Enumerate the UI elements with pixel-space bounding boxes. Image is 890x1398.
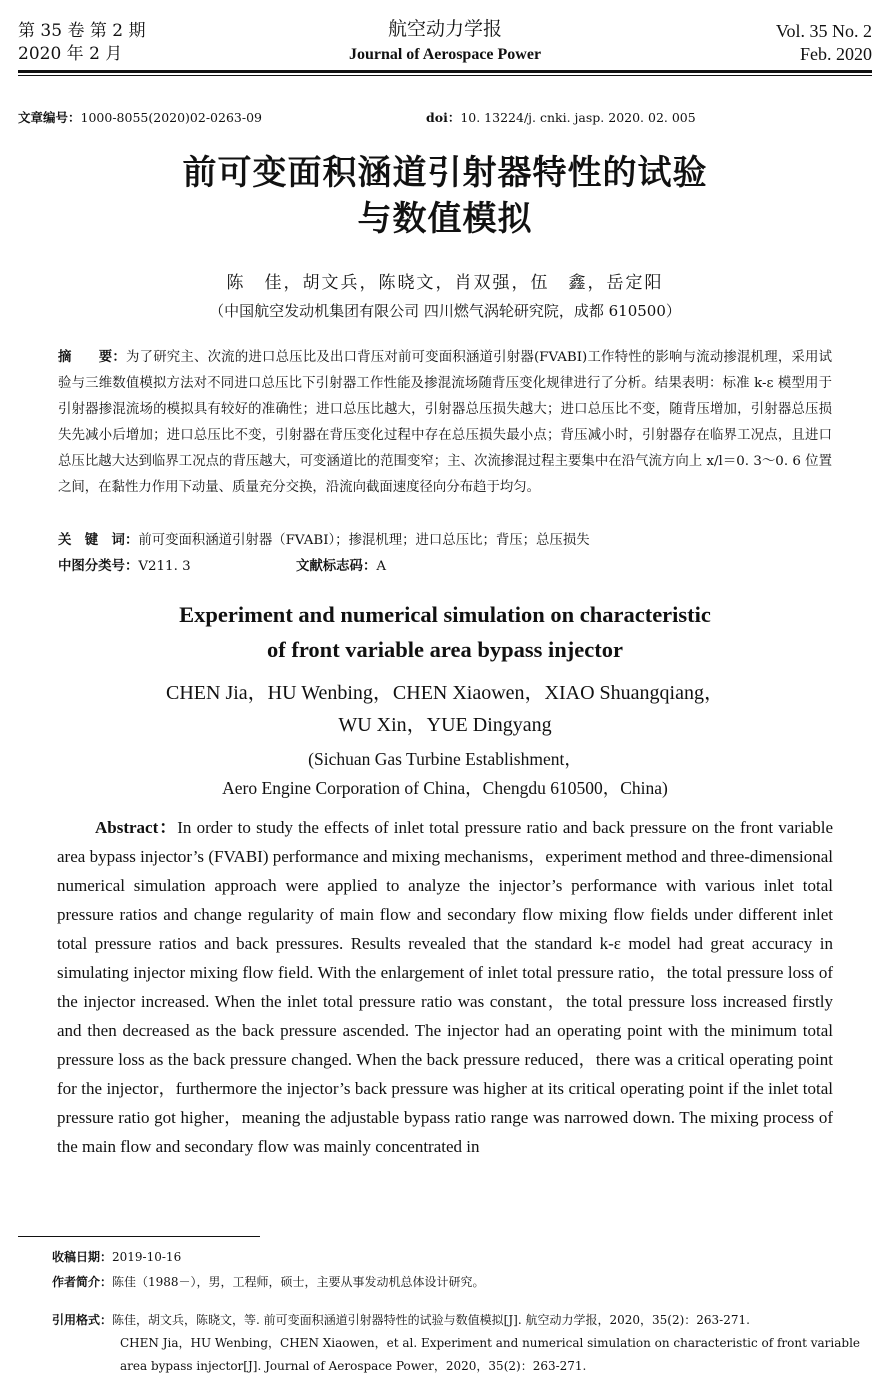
journal-name-cn: 航空动力学报: [387, 18, 502, 40]
author-bio-label: 作者简介：: [52, 1275, 113, 1289]
clc-number: [58, 556, 191, 577]
article-number-label: 文章编号：: [18, 110, 81, 125]
citation-line1: [52, 1309, 872, 1332]
authors-en-line1: CHEN Jia，HU Wenbing，CHEN Xiaowen，XIAO Shuangqiang，: [166, 682, 724, 704]
abstract-cn: [58, 344, 832, 501]
author-bio: [52, 1272, 485, 1292]
abstract-cn-text: 为了研究主、次流的进口总压比及出口背压对前可变面积涵道引射器(FVABI)工作特性的影响与流动掺混机理，采用试验与三维数值模拟方法对不同进口总压比下引射器工作性能及掺混流场随背压变化规律进行了分析。结果表明：标准 k-ε 模型用于引射器掺混流场的模拟具有较好的准确性；进口总压比越大，引射器总压损失越大；进口总压比不变，随背压增加，引射器总压损失先减小后增加；进口总压比不变，引射器在背压变化过程中存在总压损失最小点；背压减小时，引射器存在临界工况点，且进口总压比越大达到临界工况点的背压越大，可变涵道比的范围变窄；主、次流掺混过程主要集中在沿气流方向上 x/l＝0. 3～0. 6 位置之间，在黏性力作用下动量、质量充分交换，沿流向截面速度径向分布趋于均匀。: [58, 350, 833, 495]
document-code-value: A: [376, 559, 387, 574]
doi-value: 10. 13224/j. cnki. jasp. 2020. 02. 005: [460, 110, 696, 125]
abstract-en-text: In order to study the effects of inlet total pressure ratio and back pressure on the front variable area bypass injector’s (FVABI) performance and mixing mechanisms，experiment method and three-dimensional numerical simulation approach were applied to analyze the injector’s performance with various inlet total pressure ratios and change regularity of main flow and secondary flow mixing flow fields under different inlet total pressure ratios and back pressures. Results revealed that the standard k-ε model had great accuracy in simulating injector mixing flow field. With the enlargement of inlet total pressure ratio，the total pressure loss of the injector increased. When the inlet total pressure ratio was constant，the total pressure loss increased firstly and then decreased as the back pressure ascended. The injector had an operating point with the minimum total pressure loss as the back pressure changed. When the back pressure reduced，there was a critical operating point for the injector，furthermore the injector’s back pressure was higher at its critical operating point if the inlet total pressure ratio got higher，meaning the adjustable bypass ratio range was narrowed down. The mixing process of the main flow and secondary flow was mainly concentrated in: [57, 818, 833, 1156]
abstract-en: [57, 813, 833, 1161]
keywords-cn-label: 关 键 词：: [58, 532, 139, 548]
affiliation-en-line2: Aero Engine Corporation of China，Chengdu 610500，China): [222, 778, 668, 798]
received-label: 收稿日期：: [52, 1250, 113, 1264]
doi-label: doi：: [426, 110, 461, 125]
citation-label: 引用格式：: [52, 1313, 113, 1327]
citation-cn: 陈佳，胡文兵，陈晓文，等. 前可变面积涵道引射器特性的试验与数值模拟[J]. 航空动力学报，2020，35(2)：263-271.: [112, 1313, 750, 1327]
author-bio-text: 陈佳（1988－），男，工程师，硕士，主要从事发动机总体设计研究。: [112, 1275, 485, 1289]
title-en-line2: of front variable area bypass injector: [266, 637, 623, 662]
footnote-rule: [18, 1236, 260, 1237]
doi: [426, 108, 696, 126]
citation-format: [52, 1309, 872, 1378]
received-value: 2019-10-16: [112, 1250, 182, 1264]
document-code-label: 文献标志码：: [296, 558, 377, 574]
affiliation-cn: （中国航空发动机集团有限公司 四川燃气涡轮研究院，成都 610500）: [209, 302, 681, 320]
header-rule-thin: [18, 75, 872, 76]
journal-name-en: Journal of Aerospace Power: [348, 46, 542, 63]
header-date-cn: 2020 年 2 月: [18, 44, 123, 64]
document-code: [296, 556, 386, 577]
header-rule-thick: [18, 70, 872, 73]
abstract-en-label: Abstract：: [95, 818, 178, 837]
article-number-value: 1000-8055(2020)02-0263-09: [80, 110, 262, 125]
citation-line3: area bypass injector[J]. Journal of Aerospace Power，2020，35(2)：263-271.: [120, 1359, 587, 1373]
authors-en-line2: WU Xin，YUE Dingyang: [338, 714, 552, 736]
keywords-cn-text: 前可变面积涵道引射器（FVABI）；掺混机理；进口总压比；背压；总压损失: [138, 533, 590, 548]
clc-value: V211. 3: [138, 559, 191, 574]
affiliation-en-line1: (Sichuan Gas Turbine Establishment，: [308, 749, 582, 769]
authors-cn: 陈 佳，胡文兵，陈晓文，肖双强，伍 鑫，岳定阳: [226, 273, 664, 293]
title-cn-line1: 前可变面积涵道引射器特性的试验: [182, 153, 708, 193]
article-number: [18, 108, 262, 126]
header-volume-cn: 第 35 卷 第 2 期: [18, 21, 146, 41]
header-volume-en: Vol. 35 No. 2: [775, 21, 872, 41]
header-date-en: Feb. 2020: [800, 44, 872, 64]
title-cn-line2: 与数值模拟: [357, 199, 533, 239]
clc-label: 中图分类号：: [58, 558, 139, 574]
keywords-cn: [58, 530, 590, 551]
title-en-line1: Experiment and numerical simulation on characteristic: [179, 602, 711, 627]
citation-line2: CHEN Jia，HU Wenbing，CHEN Xiaowen，et al. Experiment and numerical simulation on characteristic of front variable: [120, 1336, 861, 1350]
abstract-cn-label: 摘 要：: [58, 349, 126, 365]
received-date: [52, 1247, 181, 1267]
